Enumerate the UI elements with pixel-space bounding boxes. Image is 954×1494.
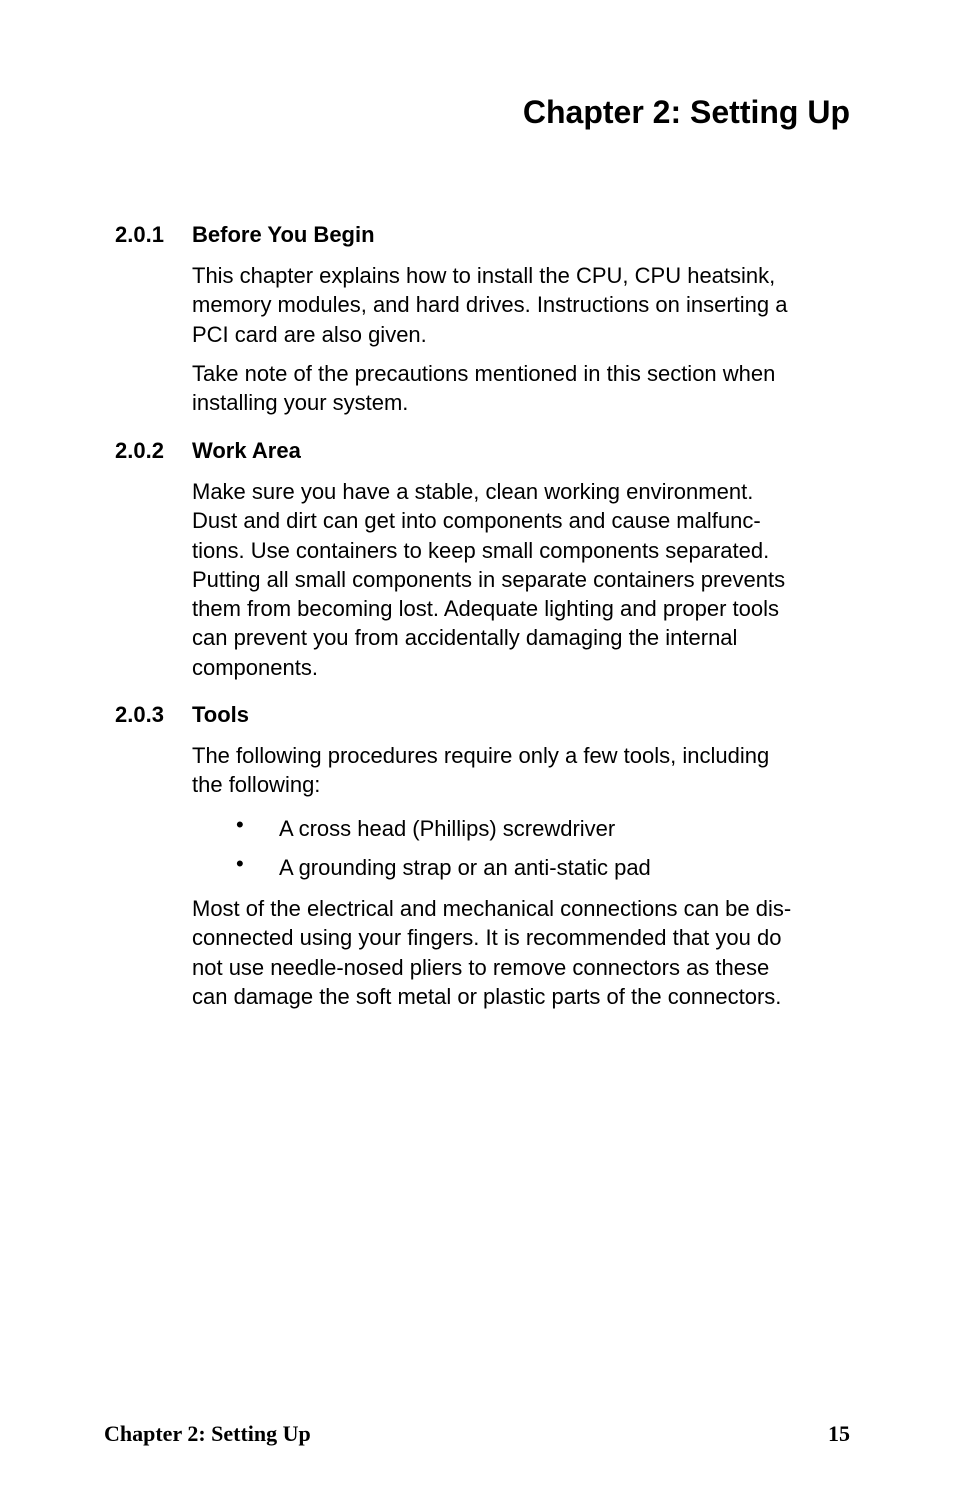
paragraph-line: memory modules, and hard drives. Instructions on inserting a <box>192 292 788 318</box>
bullet-icon: • <box>236 812 244 837</box>
paragraph-line: connected using your fingers. It is recommended that you do <box>192 925 782 951</box>
section-title: Tools <box>192 702 250 727</box>
paragraph-line: Most of the electrical and mechanical connections can be dis- <box>192 896 792 921</box>
paragraph-line: installing your system. <box>192 390 409 416</box>
paragraph-line: components. <box>192 654 318 680</box>
bullet-icon: • <box>236 851 244 876</box>
section-title: Before You Begin <box>192 222 375 247</box>
paragraph-line: This chapter explains how to install the CPU, CPU heatsink, <box>192 263 776 288</box>
list-item-text: A grounding strap or an anti-static pad <box>279 855 651 880</box>
paragraph-line: Putting all small components in separate containers prevents <box>192 566 786 592</box>
page-footer <box>104 1420 850 1448</box>
paragraph-line: Make sure you have a stable, clean working environment. <box>192 479 754 504</box>
paragraph-line: not use needle-nosed pliers to remove connectors as these <box>192 954 770 980</box>
paragraph-tools-closing <box>192 894 862 1011</box>
footer-chapter-title: Chapter 2: Setting Up <box>104 1421 311 1446</box>
list-item-text: A cross head (Phillips) screwdriver <box>279 816 616 841</box>
paragraph-work-area <box>192 477 862 682</box>
paragraph-line: the following: <box>192 772 321 798</box>
paragraph-line: can prevent you from accidentally damaging the internal <box>192 625 738 651</box>
section-heading-tools <box>115 701 249 729</box>
section-number: 2.0.3 <box>115 702 164 727</box>
paragraph-line: The following procedures require only a few tools, including <box>192 743 770 768</box>
page-number: 15 <box>828 1421 850 1446</box>
section-heading-before-you-begin <box>115 221 375 249</box>
paragraph-line: Take note of the precautions mentioned in this section when <box>192 361 776 386</box>
section-heading-work-area <box>115 437 301 465</box>
paragraph-precautions <box>192 359 862 418</box>
section-title: Work Area <box>192 438 301 463</box>
paragraph-intro <box>192 261 862 349</box>
paragraph-line: them from becoming lost. Adequate lighting and proper tools <box>192 596 780 622</box>
paragraph-line: PCI card are also given. <box>192 321 427 347</box>
paragraph-line: tions. Use containers to keep small components separated. <box>192 537 770 563</box>
section-number: 2.0.2 <box>115 438 164 463</box>
section-number: 2.0.1 <box>115 222 164 247</box>
paragraph-tools-intro <box>192 741 862 800</box>
paragraph-line: Dust and dirt can get into components and cause malfunc- <box>192 508 761 534</box>
chapter-title: Chapter 2: Setting Up <box>522 94 850 130</box>
paragraph-line: can damage the soft metal or plastic parts of the connectors. <box>192 983 782 1009</box>
